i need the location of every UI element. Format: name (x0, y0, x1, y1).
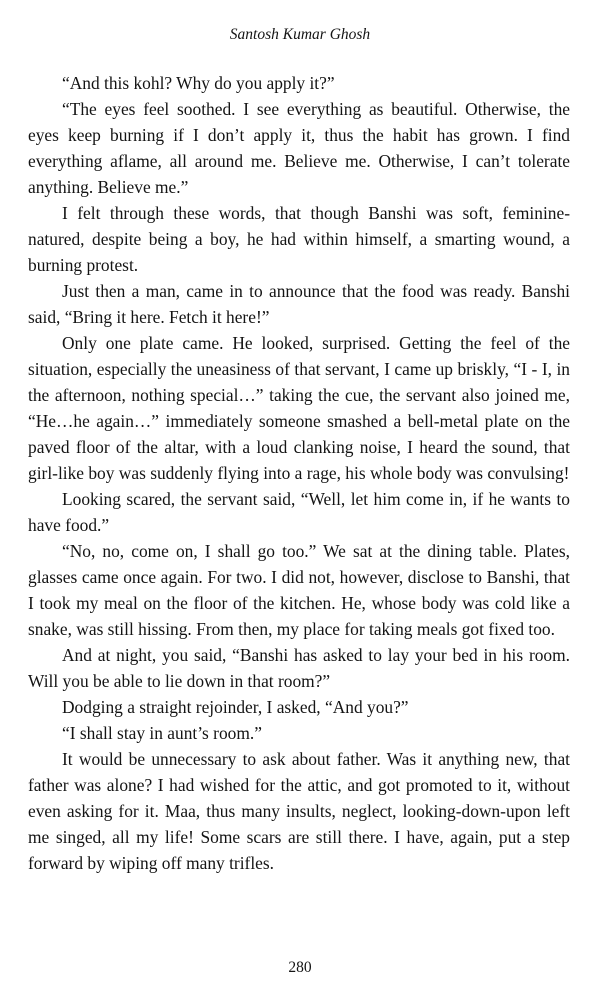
paragraph: Looking scared, the servant said, “Well, let him come in, if he wants to have food.” (28, 489, 570, 535)
paragraph: “And this kohl? Why do you apply it?” (62, 73, 335, 93)
paragraph: Just then a man, came in to announce that the food was ready. Banshi said, “Bring it here. Fetch it here!” (28, 281, 570, 327)
paragraph: Dodging a straight rejoinder, I asked, “And you?” (62, 697, 409, 717)
paragraph: It would be unnecessary to ask about father. Was it anything new, that father was alone? I had wished for the attic, and got promoted to it, without even asking for it. Maa, thus many insults, neglect, looking-down-upon left me singed, all my life! Some scars are still there. I have, again, put a step forward by wiping off many trifles. (28, 749, 570, 873)
paragraph: “I shall stay in aunt’s room.” (62, 723, 262, 743)
running-head-author: Santosh Kumar Ghosh (229, 26, 371, 43)
body-text (28, 70, 570, 876)
paragraph: “No, no, come on, I shall go too.” We sat at the dining table. Plates, glasses came once again. For two. I did not, however, disclose to Banshi, that I took my meal on the floor of the kitchen. He, whose body was cold like a snake, was still hissing. From then, my place for taking meals got fixed too. (28, 541, 570, 639)
paragraph: And at night, you said, “Banshi has asked to lay your bed in his room. Will you be able to lie down in that room?” (28, 645, 570, 691)
paragraph: Only one plate came. He looked, surprised. Getting the feel of the situation, especially the uneasiness of that servant, I came up briskly, “I - I, in the afternoon, nothing special…” taking the cue, the servant also joined me, “He…he again…” immediately someone smashed a bell-metal plate on the paved floor of the altar, with a loud clanking noise, I heard the sound, that girl-like boy was suddenly flying into a rage, his whole body was convulsing! (28, 333, 570, 483)
paragraph: I felt through these words, that though Banshi was soft, feminine-natured, despite being a boy, he had within himself, a smarting wound, a burning protest. (28, 203, 570, 275)
page-number: 280 (288, 959, 312, 976)
paragraph: “The eyes feel soothed. I see everything as beautiful. Otherwise, the eyes keep burning if I don’t apply it, thus the habit has grown. I find everything aflame, all around me. Believe me. Otherwise, I can’t tolerate anything. Believe me.” (28, 99, 570, 197)
